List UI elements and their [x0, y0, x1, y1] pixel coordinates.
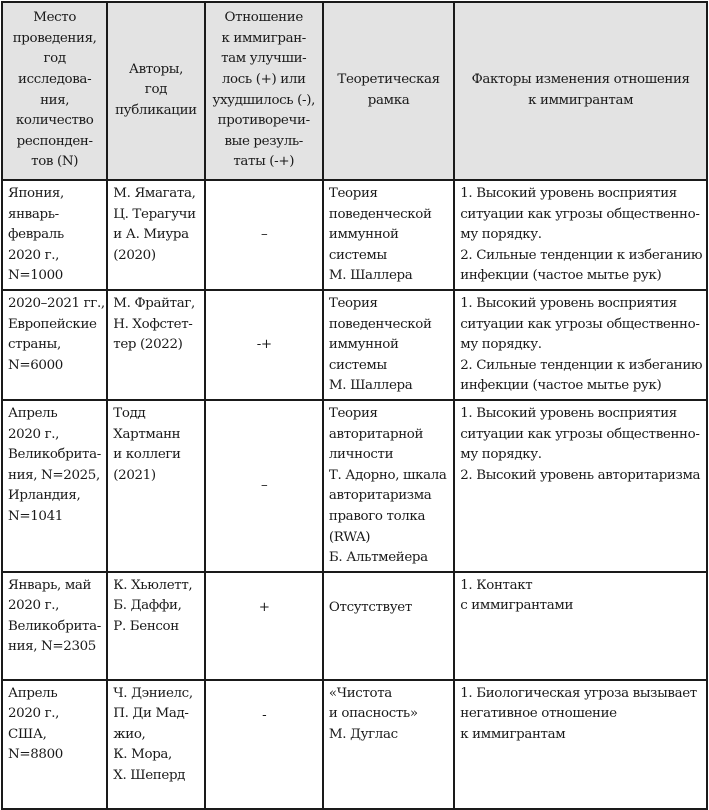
text-line: 1. Высокий уровень восприятия: [460, 186, 677, 201]
text-line: му порядку.: [460, 447, 542, 463]
text-line: (2020): [113, 247, 156, 263]
text-line: К. Мора,: [113, 747, 172, 763]
text-line: таты (-+): [233, 154, 295, 170]
table-row: [2, 680, 707, 809]
text-line: инфекции (частое мытье рук): [460, 268, 662, 284]
text-line: «Чистота: [328, 685, 392, 701]
cell-authors: [107, 400, 204, 572]
text-line: к иммигран-: [221, 30, 306, 46]
text-line: год: [144, 82, 168, 98]
cell-place: [2, 680, 107, 809]
text-line: январь-: [8, 206, 59, 222]
table-row: [2, 572, 707, 680]
text-line: Т. Адорно, шкала: [328, 467, 447, 483]
cell-framework: [323, 400, 454, 572]
text-line: М. Шаллера: [328, 268, 413, 284]
text-line: личности: [328, 447, 394, 463]
text-line: и опасность»: [328, 706, 418, 722]
header-factors: [454, 2, 707, 180]
text-line: Япония,: [8, 186, 64, 201]
cell-factors: [454, 680, 707, 809]
text-line: Хартманн: [113, 426, 181, 442]
header-row: [2, 2, 707, 180]
text-line: му порядку.: [460, 337, 542, 353]
text-line: исследова-: [18, 71, 92, 87]
cell-framework: [323, 180, 454, 290]
cell-framework: [323, 290, 454, 400]
text-line: ситуации как угрозы общественно-: [460, 316, 700, 332]
cell-place: [2, 180, 107, 290]
cell-authors: [107, 290, 204, 400]
table-row: [2, 290, 707, 400]
text-line: Место: [33, 10, 77, 26]
text-line: Отсутствует: [328, 599, 412, 615]
text-line: авторитарной: [328, 426, 424, 442]
text-line: М. Шаллера: [328, 378, 413, 394]
text-line: Апрель: [8, 405, 58, 421]
text-line: ния,: [40, 92, 70, 108]
text-line: 2020 г.,: [8, 426, 60, 442]
text-line: Б. Альтмейера: [328, 550, 428, 566]
text-line: 1. Высокий уровень восприятия: [460, 295, 677, 311]
text-line: Х. Шеперд: [113, 768, 186, 784]
cell-authors: [107, 572, 204, 680]
text-line: Ирландия,: [8, 488, 81, 504]
cell-factors: [454, 572, 707, 680]
text-line: иммунной: [328, 337, 399, 353]
text-line: М. Ямагата,: [113, 186, 196, 201]
cell-place: [2, 572, 107, 680]
text-line: П. Ди Мад-: [113, 706, 189, 722]
text-line: ния, N=2305: [8, 639, 96, 655]
text-line: 2020 г.,: [8, 706, 60, 722]
text-line: N=6000: [8, 357, 63, 373]
cell-authors: [107, 180, 204, 290]
text-line: жио,: [113, 726, 146, 742]
text-line: 2020 г.,: [8, 598, 60, 614]
text-line: Теория: [328, 186, 378, 201]
text-line: N=1000: [8, 268, 63, 284]
text-line: с иммигрантами: [460, 598, 574, 614]
text-line: 2. Сильные тенденции к избеганию: [460, 357, 703, 373]
table-row: [2, 180, 707, 290]
cell-attitude: +: [205, 572, 323, 680]
text-line: ситуации как угрозы общественно-: [460, 206, 700, 222]
text-line: М. Дуглас: [328, 726, 398, 742]
text-line: проведения,: [12, 30, 97, 46]
text-line: 2020–2021 гг.,: [8, 295, 105, 311]
text-line: 1. Высокий уровень восприятия: [460, 405, 677, 421]
text-line: авторитаризма: [328, 488, 432, 504]
cell-framework: [323, 572, 454, 680]
text-line: Р. Бенсон: [113, 618, 179, 634]
text-line: Ч. Дэниелс,: [113, 685, 193, 701]
text-line: иммунной: [328, 227, 399, 243]
text-line: инфекции (частое мытье рук): [460, 378, 662, 394]
header-place: [2, 2, 107, 180]
text-line: поведенческой: [328, 206, 432, 222]
cell-attitude: –: [205, 400, 323, 572]
text-line: Теория: [328, 405, 378, 421]
text-line: К. Хьюлетт,: [113, 577, 193, 593]
text-line: Теоретическая: [337, 71, 440, 87]
cell-factors: [454, 400, 707, 572]
text-line: Великобрита-: [8, 618, 101, 634]
cell-factors: [454, 180, 707, 290]
studies-table: [1, 1, 708, 810]
text-line: вые резуль-: [224, 133, 303, 149]
header-framework: [323, 2, 454, 180]
text-line: страны,: [8, 337, 61, 353]
cell-place: [2, 400, 107, 572]
cell-authors: [107, 680, 204, 809]
text-line: рамка: [367, 92, 410, 108]
cell-factors: [454, 290, 707, 400]
text-line: ситуации как угрозы общественно-: [460, 426, 700, 442]
text-line: му порядку.: [460, 227, 542, 243]
cell-attitude: -: [205, 680, 323, 809]
text-line: 2. Высокий уровень авторитаризма: [460, 467, 701, 483]
text-line: февраль: [8, 227, 64, 243]
text-line: тов (N): [31, 154, 79, 170]
text-line: (2021): [113, 467, 156, 483]
text-line: М. Фрайтаг,: [113, 295, 195, 311]
text-line: и А. Миура: [113, 227, 189, 243]
text-line: тер (2022): [113, 337, 183, 353]
text-line: 2020 г.,: [8, 247, 60, 263]
text-line: количество: [15, 113, 94, 129]
table-row: [2, 400, 707, 572]
text-line: негативное отношение: [460, 706, 617, 722]
text-line: лось (+) или: [221, 71, 306, 87]
text-line: Тодд: [113, 405, 146, 421]
text-line: ухудшилось (-),: [212, 92, 315, 108]
text-line: Великобрита-: [8, 447, 101, 463]
text-line: противоречи-: [217, 113, 310, 129]
text-line: Ц. Терагучи: [113, 206, 196, 222]
text-line: Теория: [328, 295, 378, 311]
text-line: N=1041: [8, 508, 63, 524]
text-line: к иммигрантам: [460, 726, 566, 742]
text-line: и коллеги: [113, 447, 181, 463]
text-line: ния, N=2025,: [8, 467, 100, 483]
cell-attitude: –: [205, 180, 323, 290]
text-line: правого толка: [328, 508, 426, 524]
text-line: там улучши-: [221, 51, 307, 67]
cell-framework: [323, 680, 454, 809]
text-line: к иммигрантам: [528, 92, 634, 108]
text-line: Апрель: [8, 685, 58, 701]
text-line: год: [43, 51, 66, 67]
text-line: Европейские: [8, 316, 97, 332]
text-line: Б. Даффи,: [113, 598, 182, 614]
text-line: Факторы изменения отношения: [471, 71, 690, 87]
text-line: Январь, май: [8, 577, 92, 593]
text-line: США,: [8, 726, 47, 742]
cell-attitude: -+: [205, 290, 323, 400]
text-line: (RWA): [328, 529, 371, 545]
text-line: поведенческой: [328, 316, 432, 332]
text-line: N=8800: [8, 747, 63, 763]
text-line: Н. Хофстет-: [113, 316, 193, 332]
text-line: Авторы,: [128, 61, 184, 77]
header-attitude: [205, 2, 323, 180]
cell-place: [2, 290, 107, 400]
text-line: системы: [328, 247, 387, 263]
text-line: 1. Контакт: [460, 577, 533, 593]
text-line: системы: [328, 357, 387, 373]
text-line: 1. Биологическая угроза вызывает: [460, 685, 697, 701]
text-line: публикации: [115, 102, 197, 118]
text-line: 2. Сильные тенденции к избеганию: [460, 247, 703, 263]
header-authors: [107, 2, 204, 180]
text-line: Отношение: [224, 10, 303, 26]
text-line: респонден-: [16, 133, 93, 149]
